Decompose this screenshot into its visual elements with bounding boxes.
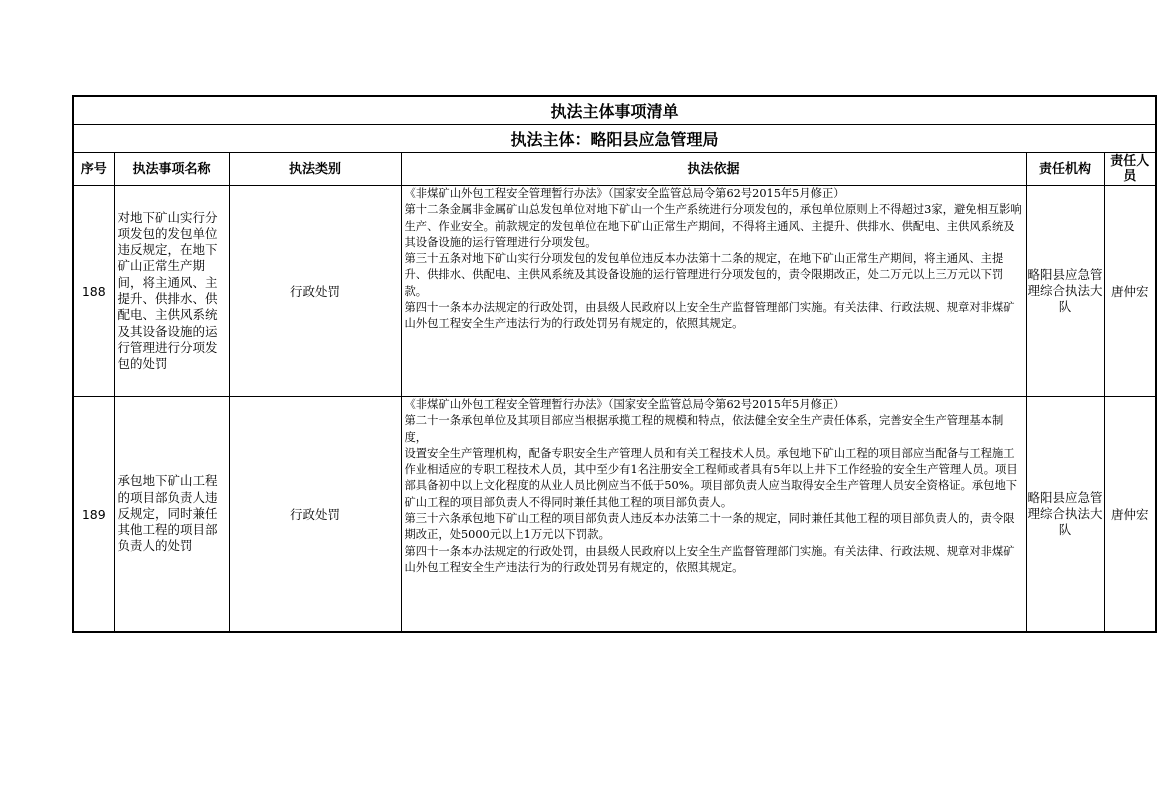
basis-paragraph: 第三十五条对地下矿山实行分项发包的发包单位违反本办法第十二条的规定，在地下矿山正常生产期间，将主通风、主提升、供排水、供配电、主供风系统及其设备设施的运行管理进行分项发包的，责令限期改正，处二万元以上三万元以下罚款。	[404, 252, 1004, 298]
header-category: 执法类别	[229, 153, 401, 186]
table-row	[73, 186, 1156, 397]
basis-paragraph: 设置安全生产管理机构，配备专职安全生产管理人员和有关工程技术人员。承包地下矿山工程的项目部应当配备与工程施工作业相适应的专职工程技术人员，其中至少有1名注册安全工程师或者具有5年以上井下工作经验的安全生产管理人员。项目部具备初中以上文化程度的从业人员比例应当不低于50%。项目部负责人应当取得安全生产管理人员安全资格证。承包地下矿山工程的项目部负责人不得同时兼任其他工程的项目部负责人。	[404, 446, 1018, 509]
table-row	[73, 397, 1156, 633]
row-seq: 188	[73, 186, 114, 397]
header-item-name: 执法事项名称	[114, 153, 229, 186]
basis-paragraph: 第四十一条本办法规定的行政处罚，由县级人民政府以上安全生产监督管理部门实施。有关法律、行政法规、规章对非煤矿山外包工程安全生产违法行为的行政处罚另有规定的，依照其规定。	[404, 544, 1015, 574]
document-sheet	[72, 95, 1150, 633]
row-responsible-person: 唐仲宏	[1104, 397, 1156, 633]
basis-paragraph: 《非煤矿山外包工程安全管理暂行办法》（国家安全监管总局令第62号2015年5月修正）	[404, 398, 845, 411]
table-header-row	[73, 153, 1156, 186]
row-responsible-person: 唐仲宏	[1104, 186, 1156, 397]
row-category: 行政处罚	[229, 397, 401, 633]
header-seq: 序号	[73, 153, 114, 186]
basis-paragraph: 第十二条金属非金属矿山总发包单位对地下矿山一个生产系统进行分项发包的，承包单位原则上不得超过3家，避免相互影响生产、作业安全。前款规定的发包单位在地下矿山正常生产期间，不得将主通风、主提升、供排水、供配电、主供风系统及其设备设施的运行管理进行分项发包。	[404, 203, 1022, 249]
row-legal-basis	[401, 397, 1026, 633]
basis-paragraph: 《非煤矿山外包工程安全管理暂行办法》（国家安全监管总局令第62号2015年5月修正）	[404, 187, 845, 200]
header-responsible-org: 责任机构	[1026, 153, 1104, 186]
basis-paragraph: 第四十一条本办法规定的行政处罚，由县级人民政府以上安全生产监督管理部门实施。有关法律、行政法规、规章对非煤矿山外包工程安全生产违法行为的行政处罚另有规定的，依照其规定。	[404, 301, 1015, 331]
header-responsible-person: 责任人员	[1104, 153, 1156, 186]
row-category: 行政处罚	[229, 186, 401, 397]
page-title: 执法主体事项清单	[73, 96, 1156, 125]
row-item-name: 对地下矿山实行分项发包的发包单位违反规定，在地下矿山正常生产期间，将主通风、主提升、供排水、供配电、主供风系统及其设备设施的运行管理进行分项发包的处罚	[114, 186, 229, 397]
enforcement-items-table	[72, 95, 1157, 633]
header-legal-basis: 执法依据	[401, 153, 1026, 186]
row-seq: 189	[73, 397, 114, 633]
row-responsible-org: 略阳县应急管理综合执法大队	[1026, 397, 1104, 633]
enforcement-subject-title: 执法主体：略阳县应急管理局	[73, 125, 1156, 153]
row-item-name: 承包地下矿山工程的项目部负责人违反规定，同时兼任其他工程的项目部负责人的处罚	[114, 397, 229, 633]
row-legal-basis	[401, 186, 1026, 397]
row-responsible-org: 略阳县应急管理综合执法大队	[1026, 186, 1104, 397]
basis-paragraph: 第三十六条承包地下矿山工程的项目部负责人违反本办法第二十一条的规定，同时兼任其他工程的项目部负责人的，责令限期改正，处5000元以上1万元以下罚款。	[404, 512, 1015, 542]
basis-paragraph: 第二十一条承包单位及其项目部应当根据承揽工程的规模和特点，依法健全安全生产责任体系，完善安全生产管理基本制度，	[404, 414, 1004, 444]
